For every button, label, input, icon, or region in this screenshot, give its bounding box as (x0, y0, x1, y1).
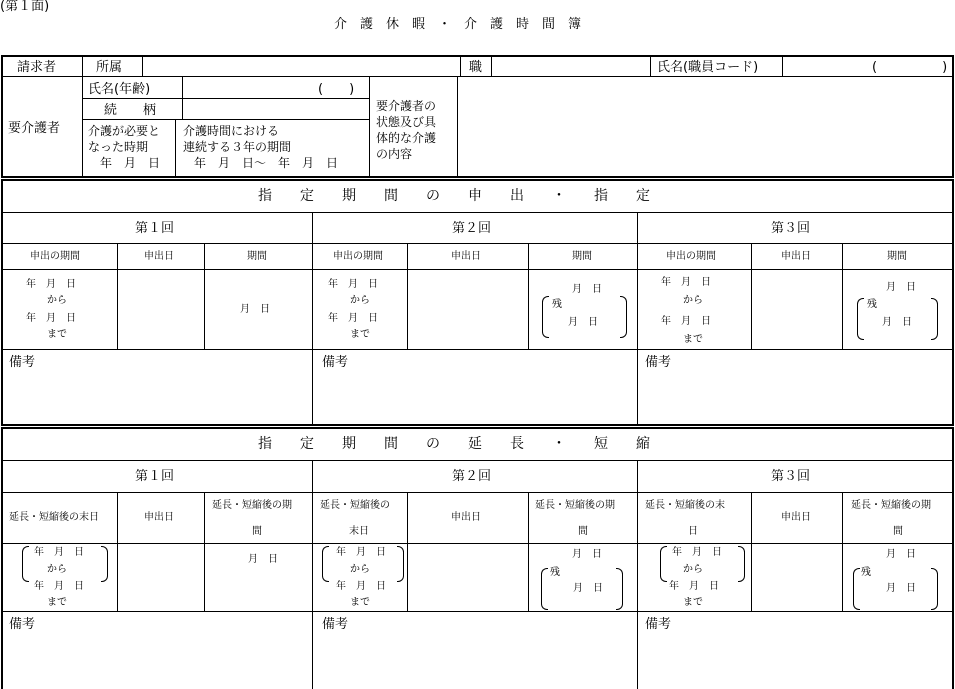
care-content-field[interactable] (458, 78, 951, 175)
affiliation-label: 所属 (96, 60, 123, 75)
s1-r1-until: まで (47, 329, 67, 340)
s1-r1-col-request-date: 申出日 (144, 251, 174, 262)
s1-r3-col-request-date: 申出日 (781, 251, 811, 262)
s1-r2-end-date: 年 月 日 (328, 313, 378, 324)
s2-r2-start-date: 年 月 日 (336, 547, 386, 558)
s2-r2-col-end-date-a: 延長・短縮後の (320, 500, 390, 511)
s1-r1-period-md: 月 日 (240, 304, 270, 315)
s1-r3-remaining-md: 月 日 (882, 317, 912, 328)
need-time-line1: 介護が必要と (88, 124, 161, 138)
s1-round-2: 第２回 (452, 221, 492, 236)
s1-r2-remarks-field[interactable] (314, 372, 636, 423)
s1-r2-remarks-label: 備考 (322, 355, 349, 370)
s2-r2-col-period-b: 間 (578, 526, 588, 537)
s1-r3-bracket-right (931, 298, 938, 340)
s2-r2-bracket-left (322, 546, 329, 582)
s1-r1-col-period: 期間 (247, 251, 267, 262)
period-dates: 年 月 日〜 年 月 日 (194, 156, 339, 170)
s1-r1-col-request-period: 申出の期間 (30, 251, 80, 262)
s1-r3-end-date: 年 月 日 (661, 316, 711, 327)
s1-r3-until: まで (683, 334, 703, 345)
s2-r3-period-md: 月 日 (886, 549, 916, 560)
s2-r1-remarks-field[interactable] (3, 634, 311, 688)
s2-r2-period-bracket-right (616, 568, 623, 610)
s1-r1-end-date: 年 月 日 (26, 313, 76, 324)
s1-r2-bracket-left (542, 296, 549, 338)
s2-r2-period-md: 月 日 (572, 549, 602, 560)
s2-r3-col-request-date: 申出日 (781, 512, 811, 523)
s1-r1-request-date-field[interactable] (118, 270, 204, 349)
period-line2: 連続する３年の期間 (183, 140, 292, 154)
name-age-field[interactable] (183, 78, 368, 98)
relation-field[interactable] (183, 99, 368, 119)
s1-round-3: 第３回 (771, 221, 811, 236)
s1-r3-remarks-field[interactable] (639, 372, 951, 423)
name-age-label: 氏名(年齢) (88, 82, 151, 97)
s2-round-3: 第３回 (771, 469, 811, 484)
relation-label: 続 柄 (104, 103, 157, 118)
s2-r3-bracket-right (738, 546, 745, 582)
page-label: (第１面) (0, 0, 50, 14)
s2-r3-until: まで (683, 597, 703, 608)
s1-r1-start-date: 年 月 日 (26, 279, 76, 290)
need-time-line2: なった時期 (88, 140, 149, 154)
s2-r3-from: から (683, 564, 703, 575)
s2-r1-period-md: 月 日 (248, 554, 278, 565)
name-code-paren: ( ) (872, 60, 948, 75)
s2-r2-period-bracket-left (541, 568, 548, 610)
s2-r3-col-period-a: 延長・短縮後の期 (851, 500, 931, 511)
s1-r3-start-date: 年 月 日 (661, 277, 711, 288)
s2-r3-period-bracket-left (853, 568, 860, 610)
s2-r2-remarks-label: 備考 (322, 617, 349, 632)
s2-r3-remaining: 残 (861, 567, 871, 578)
s2-r2-request-date-field[interactable] (408, 544, 528, 611)
position-label: 職 (469, 60, 483, 75)
s2-r1-start-date: 年 月 日 (34, 547, 84, 558)
s2-r1-until: まで (47, 597, 67, 608)
s1-r3-bracket-left (857, 298, 864, 340)
s2-r3-request-date-field[interactable] (752, 544, 842, 611)
designation-title: 指 定 期 間 の 申 出 ・ 指 定 (258, 188, 650, 204)
s2-r3-remarks-field[interactable] (639, 634, 951, 688)
s2-r3-col-end-date-a: 延長・短縮後の末 (645, 500, 725, 511)
s2-r3-col-end-date-b: 日 (688, 526, 698, 537)
s2-r2-col-request-date: 申出日 (451, 512, 481, 523)
state-line1: 要介護者の (376, 99, 437, 113)
period-line1: 介護時間における (183, 124, 280, 138)
s2-r3-col-period-b: 間 (893, 526, 903, 537)
name-code-field[interactable] (783, 57, 951, 76)
affiliation-field[interactable] (143, 57, 459, 76)
s1-r3-request-date-field[interactable] (752, 270, 842, 349)
s1-r2-period-md: 月 日 (572, 284, 602, 295)
s2-r3-remaining-md: 月 日 (886, 583, 916, 594)
s2-r3-period-bracket-right (931, 568, 938, 610)
s2-r3-start-date: 年 月 日 (672, 547, 722, 558)
s1-r1-from: から (47, 295, 67, 306)
s2-r2-col-end-date-b: 末日 (349, 526, 369, 537)
s1-r1-remarks-field[interactable] (3, 372, 311, 423)
s1-r2-from: から (350, 295, 370, 306)
s2-r2-remaining-md: 月 日 (573, 583, 603, 594)
s1-r1-remarks-label: 備考 (9, 355, 36, 370)
s2-r1-remarks-label: 備考 (9, 617, 36, 632)
s2-r2-remaining: 残 (550, 567, 560, 578)
s2-r2-remarks-field[interactable] (314, 634, 636, 688)
s2-r1-request-date-field[interactable] (118, 544, 204, 611)
s1-r2-remaining: 残 (552, 299, 562, 310)
s2-r1-col-request-date: 申出日 (144, 512, 174, 523)
s1-r2-col-request-date: 申出日 (451, 251, 481, 262)
need-time-date: 年 月 日 (100, 156, 161, 170)
s1-r3-remarks-label: 備考 (645, 355, 672, 370)
position-field[interactable] (492, 57, 649, 76)
s1-r3-from: から (683, 295, 703, 306)
s1-r2-start-date: 年 月 日 (328, 279, 378, 290)
s1-r2-until: まで (350, 329, 370, 340)
s2-r1-bracket-left (22, 546, 29, 582)
state-line2: 状態及び具 (376, 115, 437, 129)
s2-r1-bracket-right (101, 546, 108, 582)
s2-r3-bracket-left (660, 546, 667, 582)
s2-r1-col-period-a: 延長・短縮後の期 (212, 500, 292, 511)
s2-r3-remarks-label: 備考 (645, 617, 672, 632)
s2-round-1: 第１回 (135, 469, 175, 484)
s2-r1-col-end-date: 延長・短縮後の末日 (9, 512, 99, 523)
s1-r3-col-period: 期間 (887, 251, 907, 262)
care-recipient-label: 要介護者 (8, 121, 61, 136)
s2-r2-until: まで (350, 597, 370, 608)
s2-round-2: 第２回 (452, 469, 492, 484)
s1-r3-col-request-period: 申出の期間 (666, 251, 716, 262)
requester-label: 請求者 (17, 60, 57, 75)
extension-title: 指 定 期 間 の 延 長 ・ 短 縮 (258, 436, 650, 452)
s1-r2-remaining-md: 月 日 (568, 317, 598, 328)
s2-r1-end-date: 年 月 日 (34, 581, 84, 592)
s1-r2-col-period: 期間 (572, 251, 592, 262)
state-line3: 体的な介護 (376, 131, 437, 145)
s1-round-1: 第１回 (135, 221, 175, 236)
s2-r2-end-date: 年 月 日 (336, 581, 386, 592)
s1-r2-request-date-field[interactable] (408, 270, 528, 349)
s2-r2-bracket-right (397, 546, 404, 582)
s1-r3-period-md: 月 日 (886, 282, 916, 293)
form-title: 介 護 休 暇 ・ 介 護 時 間 簿 (334, 17, 582, 32)
s1-r2-col-request-period: 申出の期間 (333, 251, 383, 262)
name-code-label: 氏名(職員コード) (657, 60, 759, 75)
s2-r2-from: から (350, 564, 370, 575)
s2-r3-end-date: 年 月 日 (669, 581, 719, 592)
s2-r1-col-period-b: 間 (252, 526, 262, 537)
s2-r2-col-period-a: 延長・短縮後の期 (535, 500, 615, 511)
s1-r2-bracket-right (620, 296, 627, 338)
s2-r1-from: から (47, 564, 67, 575)
state-line4: の内容 (376, 147, 413, 161)
name-age-paren: ( ) (318, 82, 355, 97)
s1-r3-remaining: 残 (867, 299, 877, 310)
